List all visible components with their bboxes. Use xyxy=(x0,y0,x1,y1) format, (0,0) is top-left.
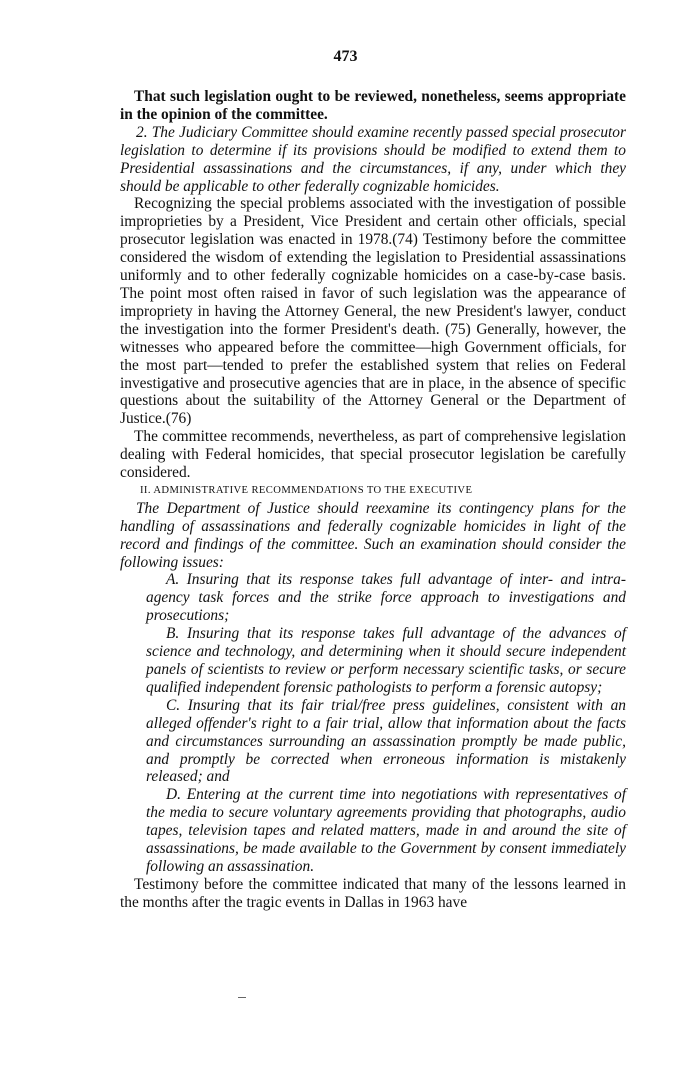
intro-paragraph: That such legislation ought to be reviewed, nonetheless, seems appropriate in the opinion of the committee. xyxy=(120,88,626,123)
issue-a: A. Insuring that its response takes full advantage of inter- and intra-agency task forces and the strike force approach to investigations and prosecutions; xyxy=(146,571,626,625)
section-heading: II. ADMINISTRATIVE RECOMMENDATIONS TO THE EXECUTIVE xyxy=(140,484,473,496)
issue-b: B. Insuring that its response takes full advantage of the advances of science and technology, and determining when it should secure independent panels of scientists to review or perform necessary scientific tasks, or secure qualified independent forensic pathologists to perform a forensic autopsy; xyxy=(146,625,626,696)
issue-c: C. Insuring that its fair trial/free press guidelines, consistent with an alleged offender's right to a fair trial, allow that information about the facts and circumstances surrounding an assassination promptly be made public, and promptly be corrected when erroneous information is mistakenly released; and xyxy=(146,696,626,786)
page-body xyxy=(120,88,626,912)
testimony-paragraph: Testimony before the committee indicated that many of the lessons learned in the months after the tragic events in Dallas in 1963 have xyxy=(120,875,626,911)
doj-recommendation xyxy=(120,500,626,876)
page-number: 473 xyxy=(333,48,358,65)
issue-d: D. Entering at the current time into negotiations with representatives of the media to secure voluntary agreements providing that photographs, audio tapes, television tapes and related matters, made in and around the site of assassinations, be made available to the Government by consent immediately following an assassination. xyxy=(146,786,626,875)
special-prosecutor-paragraph: Recognizing the special problems associated with the investigation of possible improprieties by a President, Vice President and certain other officials, special prosecutor legislation was enacted in 1978.(74) Testimony before the committee considered the wisdom of extending the legislation to Presidential assassinations uniformly and to other federally cognizable homicides on a case-by-case basis. The point most often raised in favor of such legislation was the appearance of impropriety in having the Attorney General, the new President's lawyer, conduct the investigation into the former President's death. (75) Generally, however, the witnesses who appeared before the committee—high Government officials, for the most part—tended to prefer the established system that relies on Federal investigative and prosecutive agencies that are in place, in the absence of specific questions about the suitability of the Attorney General or the Department of Justice.(76) xyxy=(120,195,626,428)
committee-recommends-paragraph: The committee recommends, nevertheless, as part of comprehensive legislation dealing with Federal homicides, that special prosecutor legislation be carefully considered. xyxy=(120,428,626,482)
scan-mark xyxy=(238,997,246,998)
recommendation-2: 2. The Judiciary Committee should examine recently passed special prosecutor legislation to determine if its provisions should be modified to extend them to Presidential assassinations and the circumstances, if any, under which they should be applicable to other federally cognizable homicides. xyxy=(120,123,626,195)
doj-lead-paragraph: The Department of Justice should reexamine its contingency plans for the handling of assassinations and federally cognizable homicides in light of the record and findings of the committee. Such an examination should consider the following issues: xyxy=(120,499,626,571)
